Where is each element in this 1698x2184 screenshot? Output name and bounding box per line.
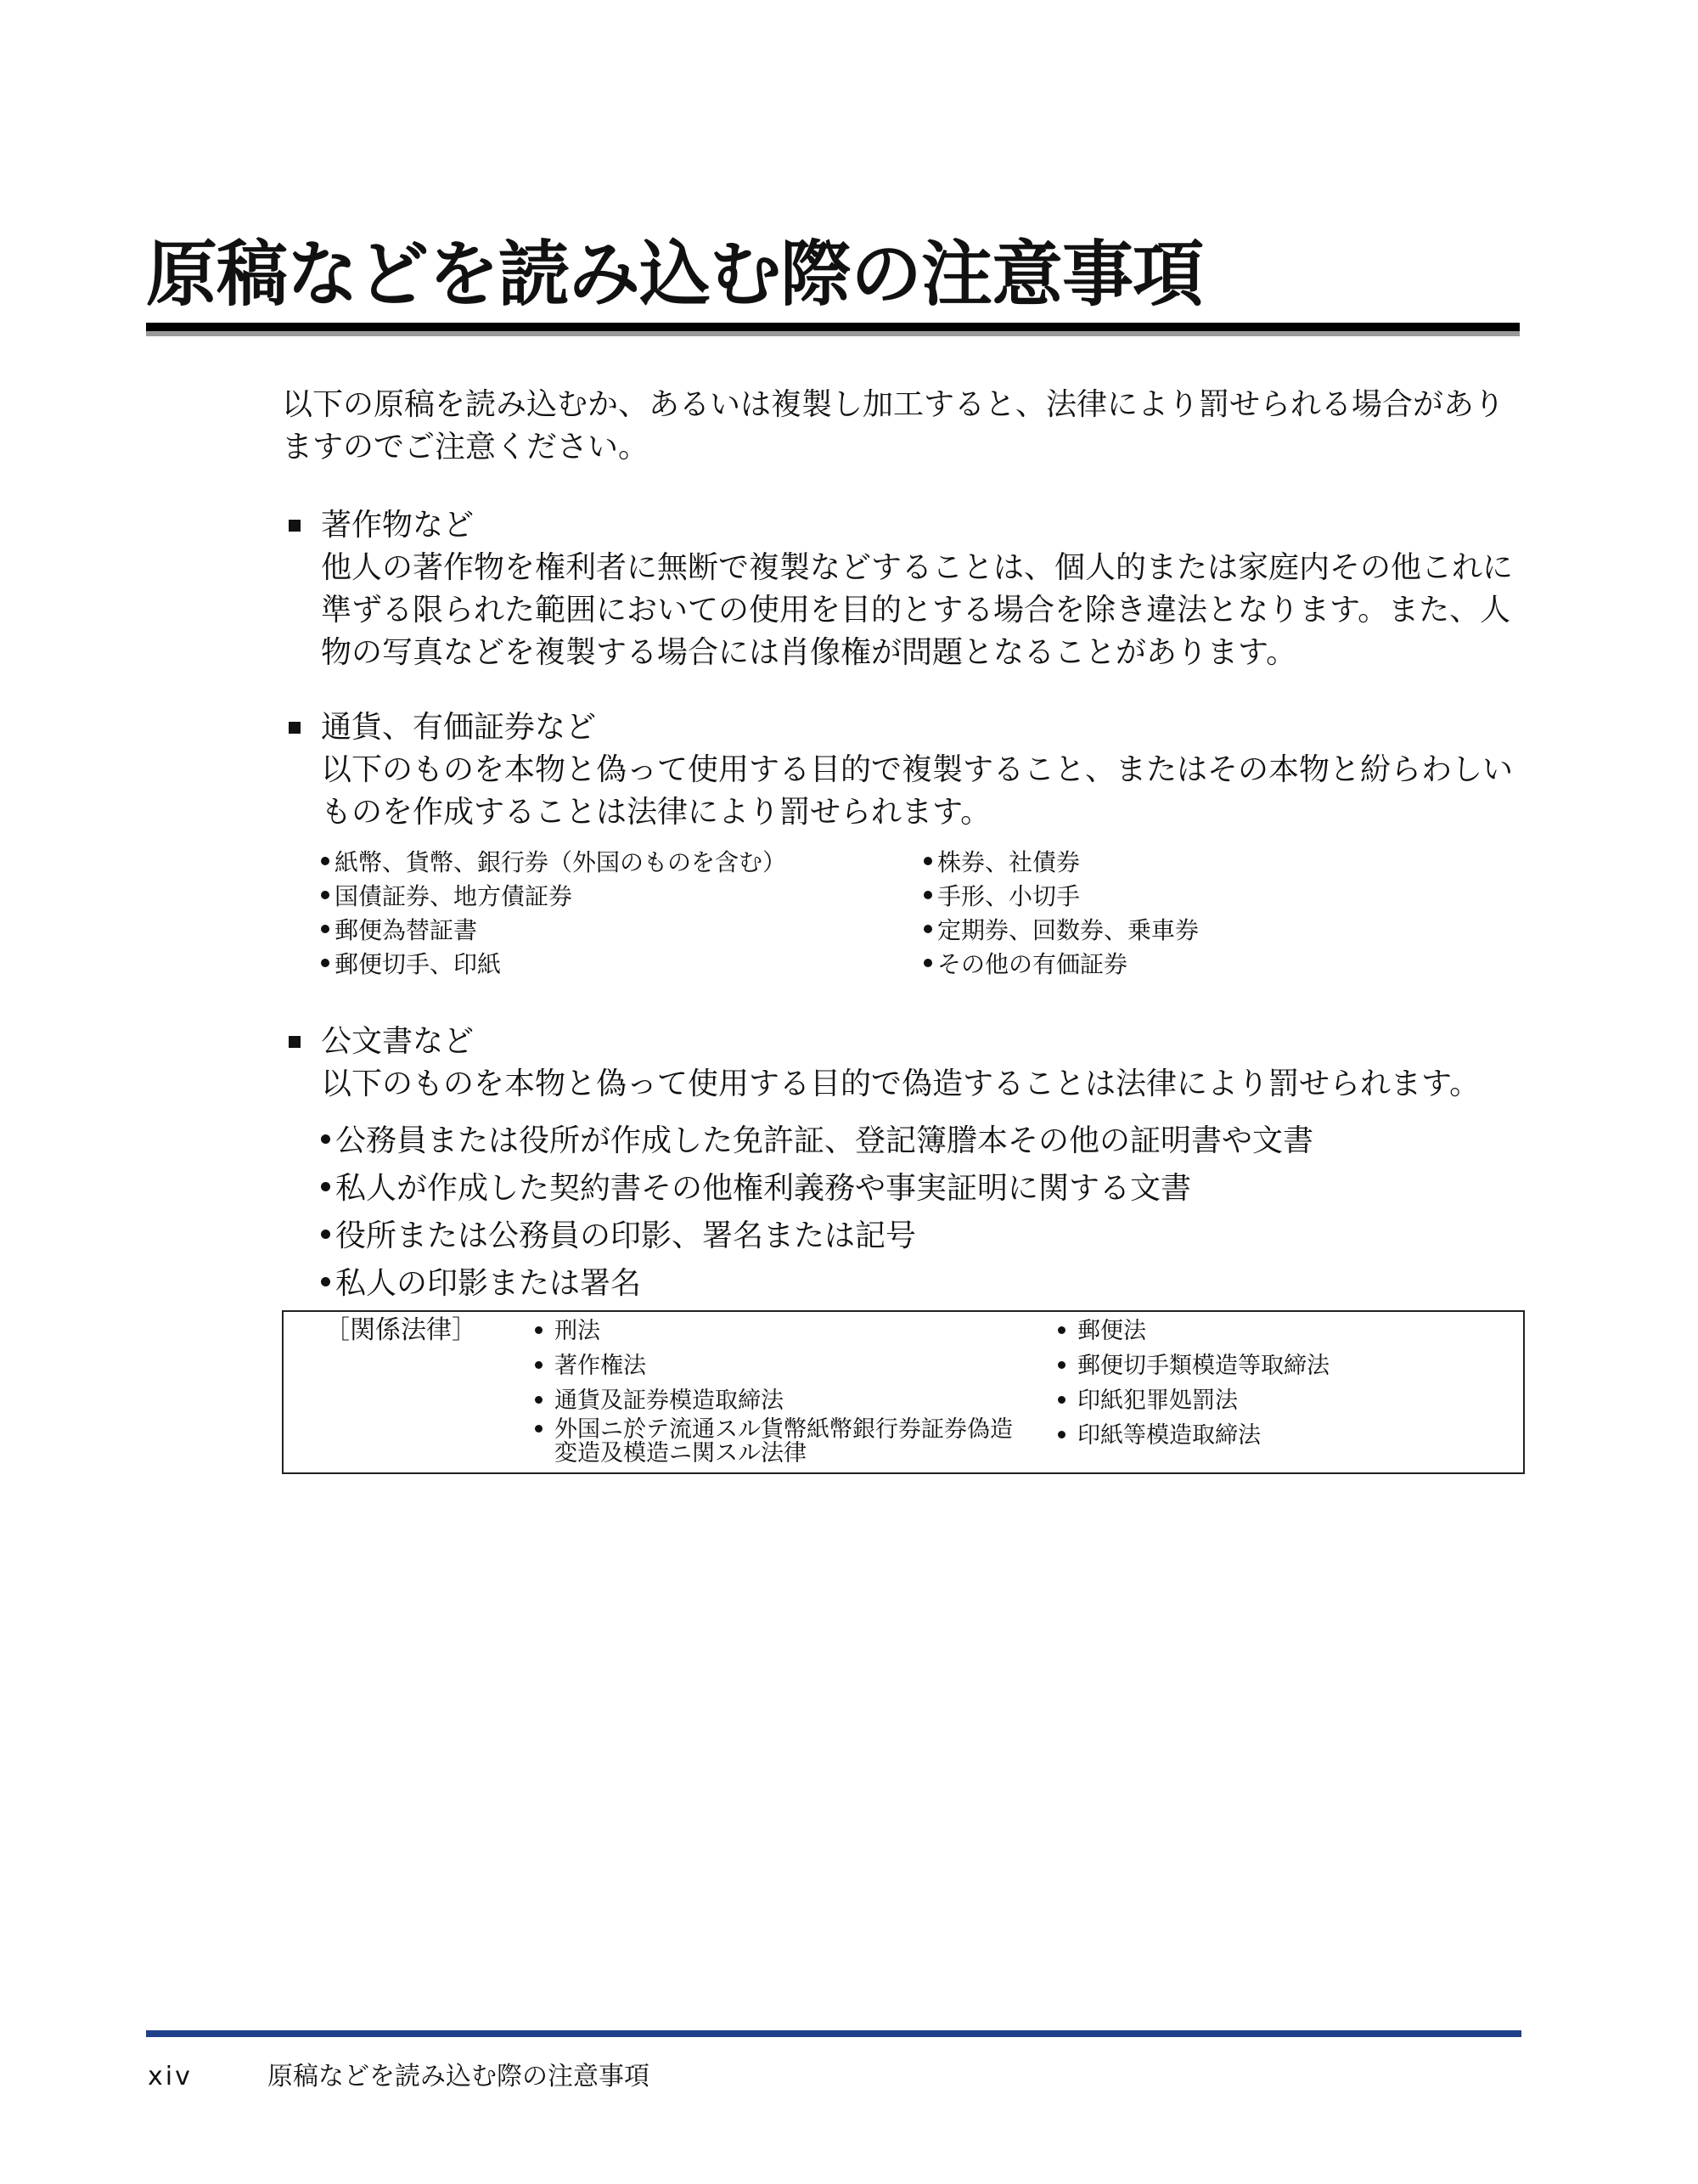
law-item: 通貨及証券模造取締法 (535, 1383, 1019, 1418)
section-body: 以下のものを本物と偽って使用する目的で偽造することは法律により罰せられます。 (321, 1067, 1481, 1101)
bullet-icon (321, 891, 329, 899)
law-item: 刑法 (535, 1314, 1019, 1348)
related-laws-column-2 (1058, 1314, 1499, 1453)
bullet-icon (535, 1425, 543, 1433)
section-heading-label: 通貨、有価証券など (321, 710, 597, 745)
bullet-icon (321, 959, 329, 967)
title-underline-shadow (146, 331, 1520, 336)
bullet-icon (1058, 1431, 1065, 1438)
section-body: 他人の著作物を権利者に無断で複製などすることは、個人的または家庭内その他これに準ずる限られた範囲においての使用を目的とする場合を除き違法となります。また、人物の写真などを複製する場合には肖像権が問題となることがあります。 (321, 550, 1514, 670)
list-item: 公務員または役所が作成した免許証、登記簿謄本その他の証明書や文書 (321, 1117, 1520, 1165)
section-heading-label: 著作物など (321, 508, 475, 543)
square-bullet-icon (289, 722, 301, 734)
law-item: 郵便法 (1058, 1314, 1499, 1348)
list-item: 郵便為替証書 (321, 914, 924, 948)
intro-text: 以下の原稿を読み込むか、あるいは複製し加工すると、法律により罰せられる場合がありますのでご注意ください。 (282, 387, 1505, 464)
bullet-icon (1058, 1326, 1065, 1334)
bullet-icon (924, 891, 932, 899)
footer-rule (146, 2030, 1521, 2037)
section-body: 以下のものを本物と偽って使用する目的で複製すること、またはその本物と紛らわしいものを作成することは法律により罰せられます。 (321, 752, 1514, 830)
bullet-icon (321, 1134, 330, 1144)
footer-title: 原稿などを読み込む際の注意事項 (267, 2062, 649, 2091)
page-number: xiv (148, 2062, 193, 2091)
related-laws-label: ［関係法律］ (324, 1315, 477, 1345)
bullet-icon (321, 1230, 330, 1239)
bullet-icon (321, 1277, 330, 1286)
square-bullet-icon (289, 1036, 301, 1048)
bullet-icon (321, 925, 329, 933)
bullet-icon (924, 925, 932, 933)
related-laws-box (282, 1310, 1525, 1474)
section-copyright (289, 504, 1520, 674)
page-title: 原稿などを読み込む際の注意事項 (146, 233, 1204, 316)
list-item: 郵便切手、印紙 (321, 948, 924, 982)
section-heading (289, 1021, 1520, 1063)
section-heading (289, 706, 1520, 749)
documents-list (321, 1117, 1520, 1308)
list-item: 定期券、回数券、乗車券 (924, 914, 1518, 948)
bullet-icon (1058, 1396, 1065, 1404)
law-item: 印紙犯罪処罰法 (1058, 1383, 1499, 1418)
list-item: 私人の印影または署名 (321, 1260, 1520, 1308)
law-item: 印紙等模造取締法 (1058, 1418, 1499, 1453)
related-laws-column-1 (535, 1314, 1019, 1466)
list-item: 紙幣、貨幣、銀行券（外国のものを含む） (321, 846, 924, 880)
bullet-icon (535, 1326, 543, 1334)
bullet-icon (321, 1182, 330, 1191)
law-item: 郵便切手類模造等取締法 (1058, 1348, 1499, 1383)
bullet-icon (924, 959, 932, 967)
square-bullet-icon (289, 520, 301, 532)
section-heading-label: 公文書など (321, 1024, 475, 1059)
list-item: 役所または公務員の印影、署名または記号 (321, 1213, 1520, 1260)
list-item: 手形、小切手 (924, 880, 1518, 914)
bullet-icon (321, 857, 329, 865)
section-official-documents (289, 1021, 1520, 1308)
title-underline (146, 323, 1520, 331)
section-heading (289, 504, 1520, 547)
bullet-icon (535, 1361, 543, 1369)
section-currency (289, 706, 1520, 982)
law-item: 外国ニ於テ流通スル貨幣紙幣銀行券証券偽造変造及模造ニ関スル法律 (535, 1418, 1019, 1466)
bullet-icon (924, 857, 932, 865)
currency-list (321, 846, 1520, 982)
law-item: 著作権法 (535, 1348, 1019, 1383)
list-item: 株券、社債券 (924, 846, 1518, 880)
list-item: 私人が作成した契約書その他権利義務や事実証明に関する文書 (321, 1165, 1520, 1213)
bullet-icon (535, 1396, 543, 1404)
bullet-icon (1058, 1361, 1065, 1369)
list-item: 国債証券、地方債証券 (321, 880, 924, 914)
list-item: その他の有価証券 (924, 948, 1518, 982)
